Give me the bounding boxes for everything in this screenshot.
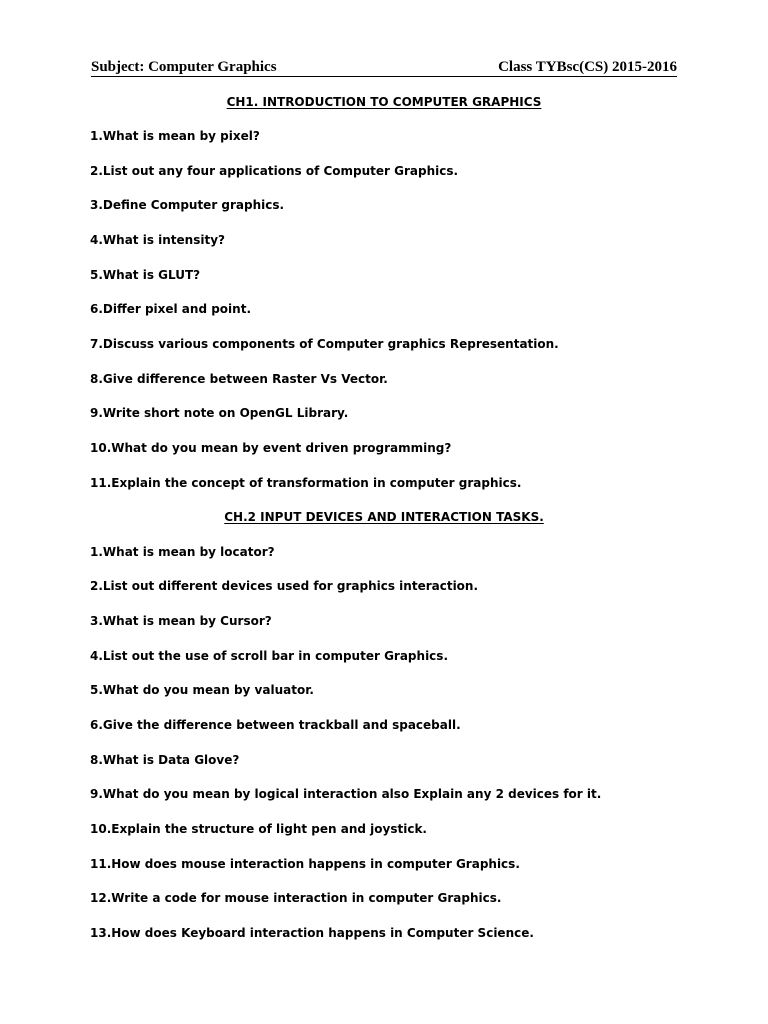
question-item: 8.What is Data Glove? xyxy=(90,753,240,767)
question-item: 4.List out the use of scroll bar in computer Graphics. xyxy=(90,649,448,663)
question-item: 9.What do you mean by logical interaction also Explain any 2 devices for it. xyxy=(90,787,602,801)
question-item: 1.What is mean by pixel? xyxy=(90,129,260,143)
question-item: 3.Define Computer graphics. xyxy=(90,198,285,212)
question-item: 10.Explain the structure of light pen and joystick. xyxy=(90,822,427,836)
question-item: 11.How does mouse interaction happens in computer Graphics. xyxy=(90,857,520,871)
question-item: 8.Give difference between Raster Vs Vector. xyxy=(90,372,388,386)
question-item: 10.What do you mean by event driven programming? xyxy=(90,441,452,455)
question-item: 3.What is mean by Cursor? xyxy=(90,614,272,628)
question-item: 1.What is mean by locator? xyxy=(90,545,275,559)
question-item: 4.What is intensity? xyxy=(90,233,225,247)
question-item: 2.List out different devices used for graphics interaction. xyxy=(90,579,479,593)
question-item: 6.Give the difference between trackball and spaceball. xyxy=(90,718,461,732)
question-item: 6.Differ pixel and point. xyxy=(90,302,252,316)
question-item: 11.Explain the concept of transformation in computer graphics. xyxy=(90,476,522,490)
question-item: 2.List out any four applications of Computer Graphics. xyxy=(90,164,459,178)
question-item: 9.Write short note on OpenGL Library. xyxy=(90,406,349,420)
chapter-2-title: CH.2 INPUT DEVICES AND INTERACTION TASKS. xyxy=(224,510,544,524)
chapter-1-title: CH1. INTRODUCTION TO COMPUTER GRAPHICS xyxy=(226,95,542,109)
question-item: 5.What do you mean by valuator. xyxy=(90,683,314,697)
question-item: 12.Write a code for mouse interaction in computer Graphics. xyxy=(90,891,502,905)
question-item: 7.Discuss various components of Computer graphics Representation. xyxy=(90,337,559,351)
question-item: 5.What is GLUT? xyxy=(90,268,201,282)
question-item: 13.How does Keyboard interaction happens in Computer Science. xyxy=(90,926,534,940)
subject-label: Subject: Computer Graphics xyxy=(91,59,277,75)
document-header xyxy=(91,58,677,77)
class-label: Class TYBsc(CS) 2015-2016 xyxy=(498,59,677,75)
